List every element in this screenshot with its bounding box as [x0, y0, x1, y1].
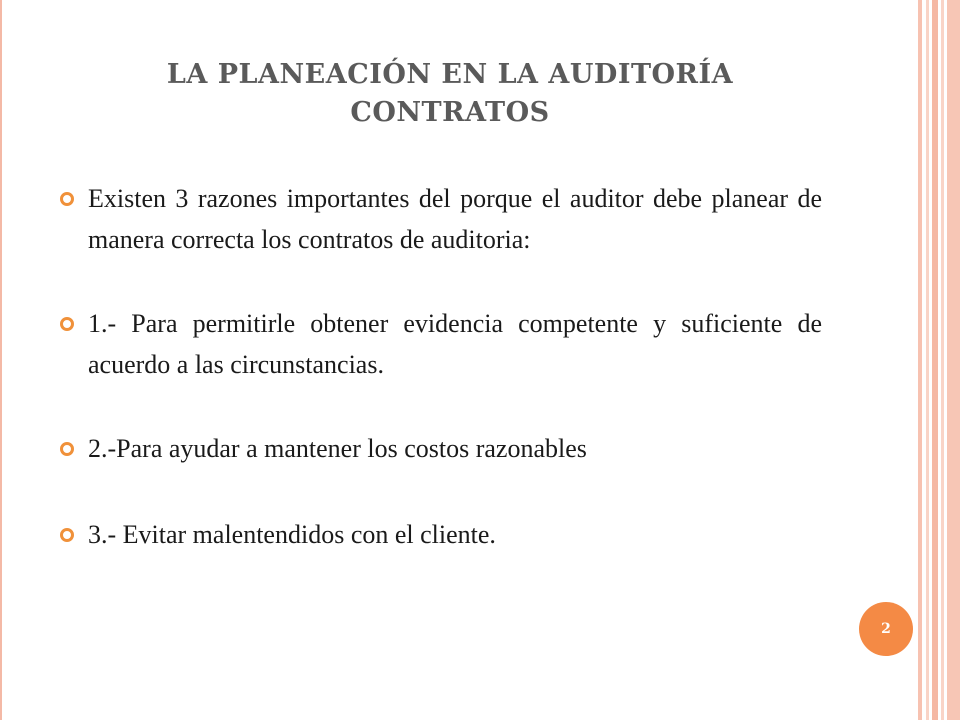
bullet-item-reason-2 — [60, 428, 822, 469]
right-stripe-decoration — [926, 0, 929, 720]
bullet-circle-icon — [60, 442, 74, 456]
slide-title — [40, 56, 860, 132]
slide-title-line-1: LA PLANEACIÓN EN LA AUDITORÍA — [166, 59, 734, 90]
slide-title-line-2: CONTRATOS — [350, 97, 550, 128]
bullet-circle-icon — [60, 192, 74, 206]
bullet-item-intro — [60, 178, 822, 260]
page-number-badge — [859, 602, 913, 656]
bullet-text: Existen 3 razones importantes del porque el auditor debe planear de manera correcta los contratos de auditoria: — [88, 184, 822, 254]
slide-content — [60, 178, 822, 555]
page-number: 2 — [881, 621, 891, 637]
bullet-item-reason-3 — [60, 514, 822, 555]
bullet-text: 3.- Evitar malentendidos con el cliente. — [88, 520, 496, 549]
right-stripe-decoration — [947, 0, 960, 720]
bullet-text: 1.- Para permitirle obtener evidencia competente y suficiente de acuerdo a las circunstancias. — [88, 309, 822, 379]
bullet-circle-icon — [60, 528, 74, 542]
right-stripe-decoration — [941, 0, 944, 720]
left-border-decoration — [0, 0, 2, 720]
bullet-text: 2.-Para ayudar a mantener los costos razonables — [88, 434, 587, 463]
right-stripe-decoration — [932, 0, 938, 720]
bullet-circle-icon — [60, 317, 74, 331]
bullet-item-reason-1 — [60, 303, 822, 385]
right-stripe-decoration — [918, 0, 922, 720]
